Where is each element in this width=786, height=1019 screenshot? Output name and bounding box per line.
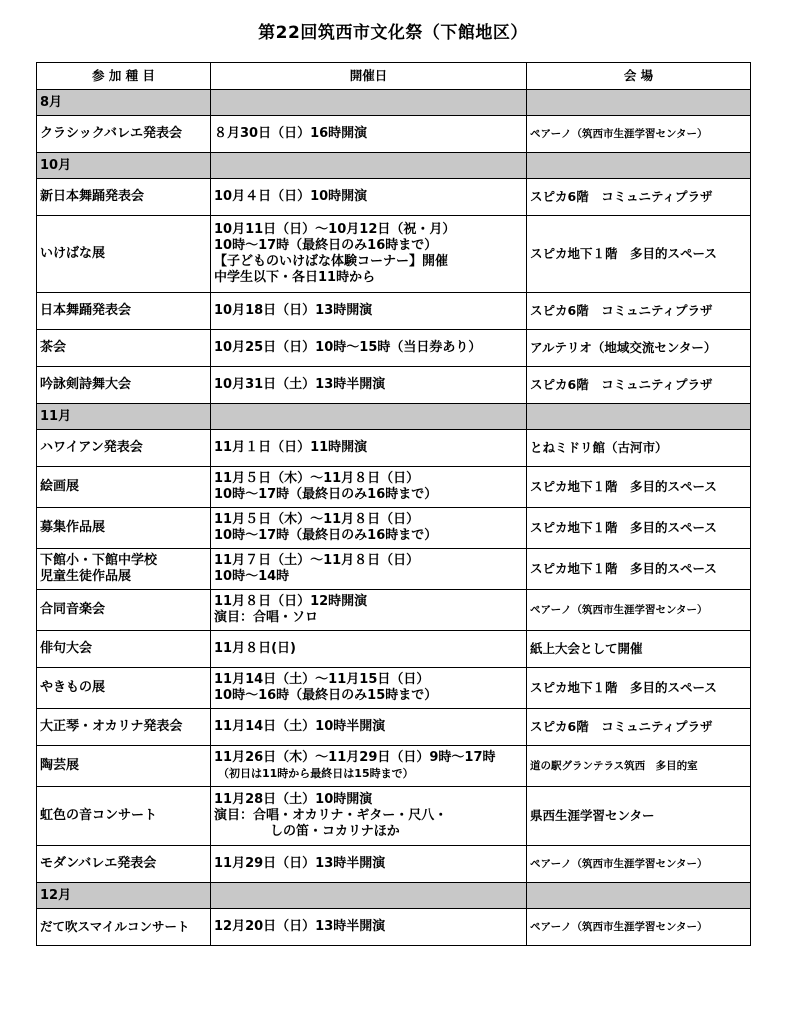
date-text: 演目：合唱・オカリナ・ギター・尺八・: [214, 808, 448, 823]
schedule-table: [36, 62, 751, 946]
category-text: 下館小・下館中学校: [40, 553, 158, 568]
category-cell: [37, 590, 211, 631]
table-row: [37, 631, 751, 668]
date-text: 11月28日（土）10時開演: [214, 792, 373, 807]
date-cell: [211, 467, 527, 508]
table-row: [37, 909, 751, 946]
month-row-aug: [37, 90, 751, 116]
category-cell: [37, 631, 211, 668]
date-cell: [211, 590, 527, 631]
category-cell: [37, 216, 211, 293]
category-cell: [37, 116, 211, 153]
category-text: 俳句大会: [40, 641, 93, 656]
venue-cell: スピカ地下１階 多目的スペース: [527, 467, 751, 508]
table-row: [37, 179, 751, 216]
category-text: 陶芸展: [40, 758, 80, 773]
category-cell: [37, 367, 211, 404]
month-blank: [211, 883, 527, 909]
category-cell: [37, 746, 211, 787]
category-text: 児童生徒作品展: [40, 569, 132, 584]
date-text: 【子どものいけばな体験コーナー】開催: [214, 254, 449, 269]
month-label: 10月: [37, 153, 211, 179]
date-text: 11月８日（日）12時開演: [214, 594, 368, 609]
category-cell: [37, 293, 211, 330]
table-row: [37, 216, 751, 293]
category-text: やきもの展: [40, 680, 106, 695]
date-text: 10時～16時（最終日のみ15時まで）: [214, 688, 438, 703]
date-note: （初日は11時から最終日は15時まで）: [218, 767, 414, 780]
venue-cell: 紙上大会として開催: [527, 631, 751, 668]
venue-cell: 県西生涯学習センター: [527, 787, 751, 846]
date-text: 10時～17時（最終日のみ16時まで）: [214, 487, 438, 502]
date-text: 10時～14時: [214, 569, 290, 584]
date-cell: [211, 746, 527, 787]
date-text: 10時～17時（最終日のみ16時まで）: [214, 528, 438, 543]
date-cell: [211, 508, 527, 549]
month-blank: [211, 90, 527, 116]
date-cell: [211, 430, 527, 467]
page-title: 第22回筑西市文化祭（下館地区）: [258, 23, 528, 43]
header-venue: 会 場: [527, 63, 751, 90]
date-cell: [211, 293, 527, 330]
category-text: 募集作品展: [40, 520, 106, 535]
date-cell: [211, 668, 527, 709]
date-cell: [211, 367, 527, 404]
table-row: [37, 787, 751, 846]
date-text: 中学生以下・各日11時から: [214, 270, 376, 285]
category-cell: [37, 709, 211, 746]
header-category: 参 加 種 目: [37, 63, 211, 90]
month-row-oct: [37, 153, 751, 179]
month-label: 12月: [37, 883, 211, 909]
category-cell: [37, 549, 211, 590]
table-row: [37, 116, 751, 153]
date-text: 11月14日（土）10時半開演: [214, 719, 386, 734]
category-text: 絵画展: [40, 479, 80, 494]
date-cell: [211, 787, 527, 846]
month-blank: [527, 90, 751, 116]
month-row-dec: [37, 883, 751, 909]
date-text: 11月29日（日）13時半開演: [214, 856, 386, 871]
date-text: 演目：合唱・ソロ: [214, 610, 319, 625]
date-text: 12月20日（日）13時半開演: [214, 919, 386, 934]
date-cell: [211, 116, 527, 153]
date-text: 11月１日（日）11時開演: [214, 440, 368, 455]
month-blank: [527, 153, 751, 179]
date-cell: [211, 330, 527, 367]
category-cell: [37, 508, 211, 549]
venue-cell: スピカ6階 コミュニティプラザ: [527, 367, 751, 404]
venue-cell: スピカ地下１階 多目的スペース: [527, 216, 751, 293]
table-row: [37, 293, 751, 330]
category-cell: [37, 467, 211, 508]
category-cell: [37, 909, 211, 946]
category-cell: [37, 846, 211, 883]
month-blank: [527, 404, 751, 430]
venue-cell: 道の駅グランテラス筑西 多目的室: [527, 746, 751, 787]
category-text: だて吹スマイルコンサート: [40, 919, 190, 934]
date-text: 10月４日（日）10時開演: [214, 189, 368, 204]
category-text: いけばな展: [40, 246, 106, 261]
category-text: 新日本舞踊発表会: [40, 189, 145, 204]
date-text: 10月18日（日）13時開演: [214, 303, 373, 318]
category-text: 合同音楽会: [40, 602, 106, 617]
date-cell: [211, 549, 527, 590]
venue-cell: スピカ地下１階 多目的スペース: [527, 549, 751, 590]
venue-cell: スピカ地下１階 多目的スペース: [527, 668, 751, 709]
category-cell: [37, 668, 211, 709]
header-date: 開催日: [211, 63, 527, 90]
venue-cell: アルテリオ（地域交流センター）: [527, 330, 751, 367]
month-blank: [211, 153, 527, 179]
table-row: [37, 367, 751, 404]
date-text: しの笛・コカリナほか: [270, 824, 400, 839]
table-row: [37, 709, 751, 746]
venue-cell: スピカ6階 コミュニティプラザ: [527, 179, 751, 216]
category-cell: [37, 787, 211, 846]
table-row: [37, 330, 751, 367]
table-row: [37, 590, 751, 631]
venue-cell: スピカ地下１階 多目的スペース: [527, 508, 751, 549]
date-text: 11月５日（木）～11月８日（日）: [214, 512, 420, 527]
table-row: [37, 668, 751, 709]
month-blank: [211, 404, 527, 430]
table-row: [37, 549, 751, 590]
table-row: [37, 746, 751, 787]
table-row: [37, 508, 751, 549]
table-row: [37, 467, 751, 508]
category-text: 日本舞踊発表会: [40, 303, 132, 318]
category-cell: [37, 430, 211, 467]
venue-cell: ペアーノ（筑西市生涯学習センター）: [527, 846, 751, 883]
venue-cell: スピカ6階 コミュニティプラザ: [527, 709, 751, 746]
month-label: 8月: [37, 90, 211, 116]
category-cell: [37, 330, 211, 367]
table-row: [37, 846, 751, 883]
venue-cell: スピカ6階 コミュニティプラザ: [527, 293, 751, 330]
date-cell: [211, 909, 527, 946]
date-text: ８月30日（日）16時開演: [214, 126, 368, 141]
venue-cell: ペアーノ（筑西市生涯学習センター）: [527, 590, 751, 631]
table-row: [37, 430, 751, 467]
category-text: ハワイアン発表会: [40, 440, 143, 455]
month-label: 11月: [37, 404, 211, 430]
category-cell: [37, 179, 211, 216]
category-text: モダンバレエ発表会: [40, 856, 157, 871]
venue-cell: ペアーノ（筑西市生涯学習センター）: [527, 909, 751, 946]
venue-cell: とねミドリ館（古河市）: [527, 430, 751, 467]
category-text: 吟詠剣詩舞大会: [40, 377, 132, 392]
month-blank: [527, 883, 751, 909]
header-row: [37, 63, 751, 90]
date-cell: [211, 846, 527, 883]
date-text: 11月26日（木）～11月29日（日）9時～17時: [214, 750, 496, 765]
category-text: 虹色の音コンサート: [40, 808, 158, 823]
date-cell: [211, 709, 527, 746]
date-text: 10月31日（土）13時半開演: [214, 377, 386, 392]
date-cell: [211, 179, 527, 216]
date-text: 10月25日（日）10時～15時（当日券あり）: [214, 340, 482, 355]
date-text: 11月８日(日): [214, 641, 296, 656]
date-cell: [211, 631, 527, 668]
category-text: クラシックバレエ発表会: [40, 126, 182, 141]
date-text: 11月７日（土）～11月８日（日）: [214, 553, 420, 568]
date-text: 10時～17時（最終日のみ16時まで）: [214, 238, 438, 253]
date-text: 11月14日（土）～11月15日（日）: [214, 672, 430, 687]
venue-cell: ペアーノ（筑西市生涯学習センター）: [527, 116, 751, 153]
date-text: 11月５日（木）～11月８日（日）: [214, 471, 420, 486]
category-text: 茶会: [40, 340, 67, 355]
category-text: 大正琴・オカリナ発表会: [40, 719, 183, 734]
month-row-nov: [37, 404, 751, 430]
date-text: 10月11日（日）～10月12日（祝・月）: [214, 222, 456, 237]
date-cell: [211, 216, 527, 293]
